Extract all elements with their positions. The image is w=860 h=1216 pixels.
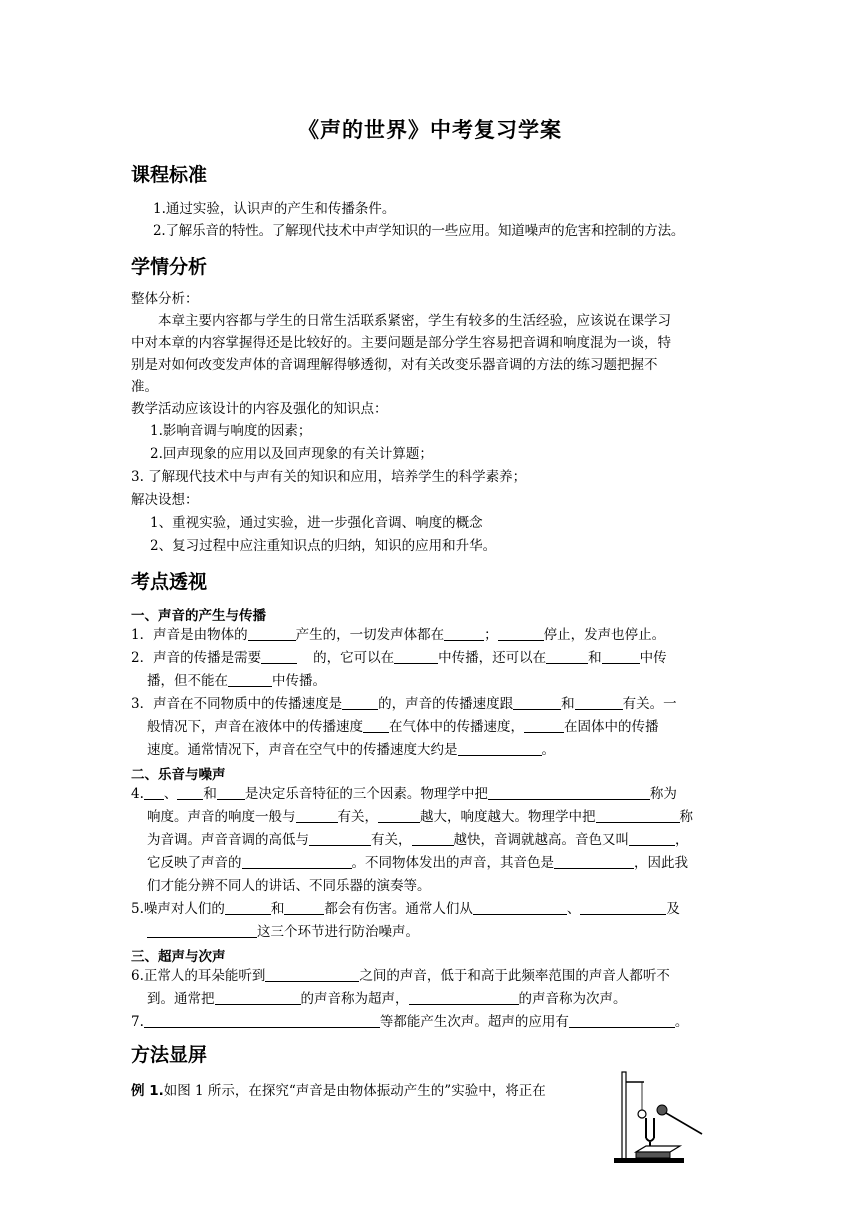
blank <box>242 854 352 869</box>
blank <box>144 785 164 800</box>
blank <box>309 831 371 846</box>
blank <box>629 831 675 846</box>
blank <box>394 649 438 664</box>
blank <box>554 854 634 869</box>
heading-analysis: 学情分析 <box>131 256 208 278</box>
blank <box>546 649 588 664</box>
solution-label: 解决设想： <box>131 492 199 508</box>
page-title: 《声的世界》中考复习学案 <box>298 117 562 142</box>
blank <box>524 718 564 733</box>
question-4-cont-3: 它反映了声音的 。不同物体发出的声音，其音色是 ，因此我 <box>147 855 688 871</box>
overall-line-1: 本章主要内容都与学生的日常生活联系紧密，学生有较多的生活经验，应该说在课学习 <box>158 313 671 329</box>
blank <box>284 900 324 915</box>
overall-line-3: 别是对如何改变发声体的音调理解得够透彻，对有关改变乐器音调的方法的练习题把握不 <box>131 357 658 373</box>
overall-label: 整体分析： <box>131 291 199 307</box>
question-3-cont-2: 速度。通常情况下，声音在空气中的传播速度大约是 。 <box>147 742 555 758</box>
question-5: 5.噪声对人们的 和 都会有伤害。通常人们从 、 及 <box>131 901 680 917</box>
focus-label: 教学活动应该设计的内容及强化的知识点： <box>131 401 388 417</box>
tuning-fork-experiment-figure <box>610 1068 710 1164</box>
blank <box>569 1013 675 1028</box>
blank <box>225 900 271 915</box>
question-6-cont: 到。通常把 的声音称为超声， 的声音称为次声。 <box>147 991 627 1007</box>
subheading-production: 一、声音的产生与传播 <box>131 608 266 624</box>
question-3: 3．声音在不同物质中的传播速度是 的，声音的传播速度跟 和 有关。一 <box>131 696 677 712</box>
overall-line-4: 准。 <box>131 379 158 395</box>
heading-curriculum: 课程标准 <box>131 164 208 186</box>
blank <box>498 626 544 641</box>
overall-line-2: 中对本章的内容掌握得还是比较好的。主要问题是部分学生容易把音调和响度混为一谈，特 <box>131 335 671 351</box>
solution-item-2: 2、复习过程中应注重知识点的归纳，知识的应用和升华。 <box>150 538 497 554</box>
focus-item-1: 1.影响音调与响度的因素； <box>150 423 312 439</box>
blank <box>575 695 623 710</box>
blank <box>458 741 542 756</box>
blank <box>602 649 640 664</box>
blank <box>513 695 561 710</box>
question-7: 7. 等都能产生次声。超声的应用有 。 <box>131 1014 689 1030</box>
question-6: 6.正常人的耳朵能听到 之间的声音，低于和高于此频率范围的声音人都听不 <box>131 968 670 984</box>
question-1: 1．声音是由物体的 产生的，一切发声体都在 ； 停止，发声也停止。 <box>131 627 666 643</box>
heading-points: 考点透视 <box>131 571 208 593</box>
blank <box>596 808 680 823</box>
focus-item-2: 2.回声现象的应用以及回声现象的有关计算题； <box>150 446 433 462</box>
blank <box>177 785 203 800</box>
blank <box>473 900 567 915</box>
curriculum-item-1: 1.通过实验，认识声的产生和传播条件。 <box>153 201 396 217</box>
blank <box>378 808 420 823</box>
question-4-cont-1: 响度。声音的响度一般与 有关， 越大，响度越大。物理学中把 称 <box>147 809 693 825</box>
blank <box>261 649 297 664</box>
blank <box>147 923 257 938</box>
question-4-cont-2: 为音调。声音音调的高低与 有关， 越快，音调就越高。音色又叫 ， <box>147 832 689 848</box>
question-2: 2．声音的传播是需要 的，它可以在 中传播，还可以在 和 中传 <box>131 650 667 666</box>
subheading-ultrasound: 三、超声与次声 <box>131 949 226 965</box>
question-2-cont: 播，但不能在 中传播。 <box>147 673 326 689</box>
blank <box>248 626 296 641</box>
blank <box>363 718 389 733</box>
curriculum-item-2: 2.了解乐音的特性。了解现代技术中声学知识的一些应用。知道噪声的危害和控制的方法。 <box>153 223 685 239</box>
blank <box>409 990 519 1005</box>
blank <box>412 831 454 846</box>
blank <box>342 695 378 710</box>
blank <box>217 785 245 800</box>
blank <box>228 672 272 687</box>
blank <box>296 808 338 823</box>
question-5-cont: 这三个环节进行防治噪声。 <box>147 921 752 943</box>
blank <box>580 900 666 915</box>
blank <box>215 990 301 1005</box>
example-1: 例 1.如图 1 所示，在探究“声音是由物体振动产生的”实验中，将正在 <box>131 1083 546 1099</box>
subheading-music-noise: 二、乐音与噪声 <box>131 767 226 783</box>
question-4: 4. 、 和 是决定乐音特征的三个因素。物理学中把 称为 <box>131 786 677 802</box>
blank <box>265 967 359 982</box>
blank <box>488 785 650 800</box>
focus-item-3: 3. 了解现代技术中与声有关的知识和应用，培养学生的科学素养； <box>131 469 527 485</box>
heading-methods: 方法显屏 <box>131 1044 208 1066</box>
solution-item-1: 1、重视实验，通过实验，进一步强化音调、响度的概念 <box>150 515 483 531</box>
question-4-cont-4: 们才能分辨不同人的讲话、不同乐器的演奏等。 <box>147 878 431 894</box>
question-3-cont-1: 般情况下，声音在液体中的传播速度 在气体中的传播速度， 在固体中的传播 <box>147 719 659 735</box>
blank <box>144 1013 380 1028</box>
blank <box>444 626 484 641</box>
